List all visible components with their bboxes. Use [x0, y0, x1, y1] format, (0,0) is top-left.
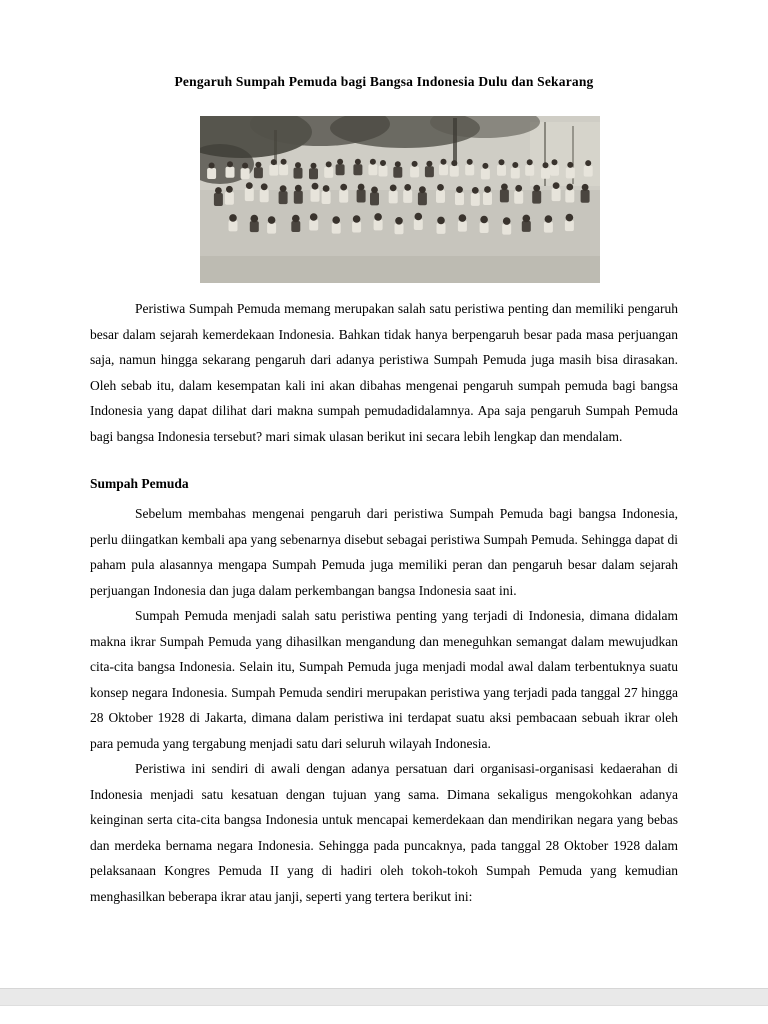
section-heading: Sumpah Pemuda — [90, 476, 189, 491]
group-photo-svg — [200, 116, 600, 283]
section-paragraph-2: Sumpah Pemuda menjadi salah satu peristiwa penting yang terjadi di Indonesia, dimana didalam makna ikrar Sumpah Pemuda yang dihasilkan mengandung dan meneguhkan semangat dalam mewujudkan cita-cita bangsa Indonesia. Selain itu, Sumpah Pemuda juga menjadi modal awal dalam terbentuknya suatu konsep negara Indonesia. Sumpah Pemuda sendiri merupakan peristiwa yang terjadi pada tanggal 27 hingga 28 Oktober 1928 di Jakarta, dimana dalam peristiwa ini terdapat suatu aksi pembacaan sebuah ikrar oleh para pemuda yang tergabung menjadi satu dari seluruh wilayah Indonesia. — [90, 608, 678, 751]
intro-paragraph: Peristiwa Sumpah Pemuda memang merupakan salah satu peristiwa penting dan memiliki pengaruh besar dalam sejarah kemerdekaan Indonesia. Bahkan tidak hanya berpengaruh besar pada masa perjuangan saja, namun hingga sekarang pengaruh dari adanya peristiwa Sumpah Pemuda juga masih bisa dirasakan. Oleh sebab itu, dalam kesempatan kali ini akan dibahas mengenai pengaruh sumpah pemuda bagi bangsa Indonesia yang dapat dilihat dari makna sumpah pemudadidalamnya. Apa saja pengaruh Sumpah Pemuda bagi bangsa Indonesia tersebut? mari simak ulasan berikut ini secara lebih lengkap dan mendalam. — [90, 301, 678, 444]
group-photo — [200, 116, 600, 283]
document-title: Pengaruh Sumpah Pemuda bagi Bangsa Indonesia Dulu dan Sekarang — [174, 74, 594, 89]
section-paragraph-1: Sebelum membahas mengenai pengaruh dari peristiwa Sumpah Pemuda bagi bangsa Indonesia, perlu diingatkan kembali apa yang sebenarnya disebut sebagai peristiwa Sumpah Pemuda. Sehingga dapat di paham pula alasannya mengapa Sumpah Pemuda juga memiliki peran dan pengaruh besar dalam sejarah perjuangan Indonesia dan juga dalam perkembangan bangsa Indonesia saat ini. — [90, 506, 678, 598]
next-page-top — [0, 1006, 768, 1023]
section-paragraph-3: Peristiwa ini sendiri di awali dengan adanya persatuan dari organisasi-organisasi kedaerahan di Indonesia menjadi satu kesatuan dengan tujuan yang sama. Dimana sekaligus mengokohkan adanya keinginan serta cita-cita bangsa Indonesia untuk mencapai kemerdekaan dan mendirikan negara yang bebas dan merdeka bernama negara Indonesia. Sehingga pada puncaknya, pada tanggal 28 Oktober 1928 dalam pelaksanaan Kongres Pemuda II yang di hadiri oleh tokoh-tokoh Sumpah Pemuda yang kemudian menghasilkan beberapa ikrar atau janji, seperti yang tertera berikut ini: — [90, 761, 678, 904]
page-gap — [0, 988, 768, 1006]
